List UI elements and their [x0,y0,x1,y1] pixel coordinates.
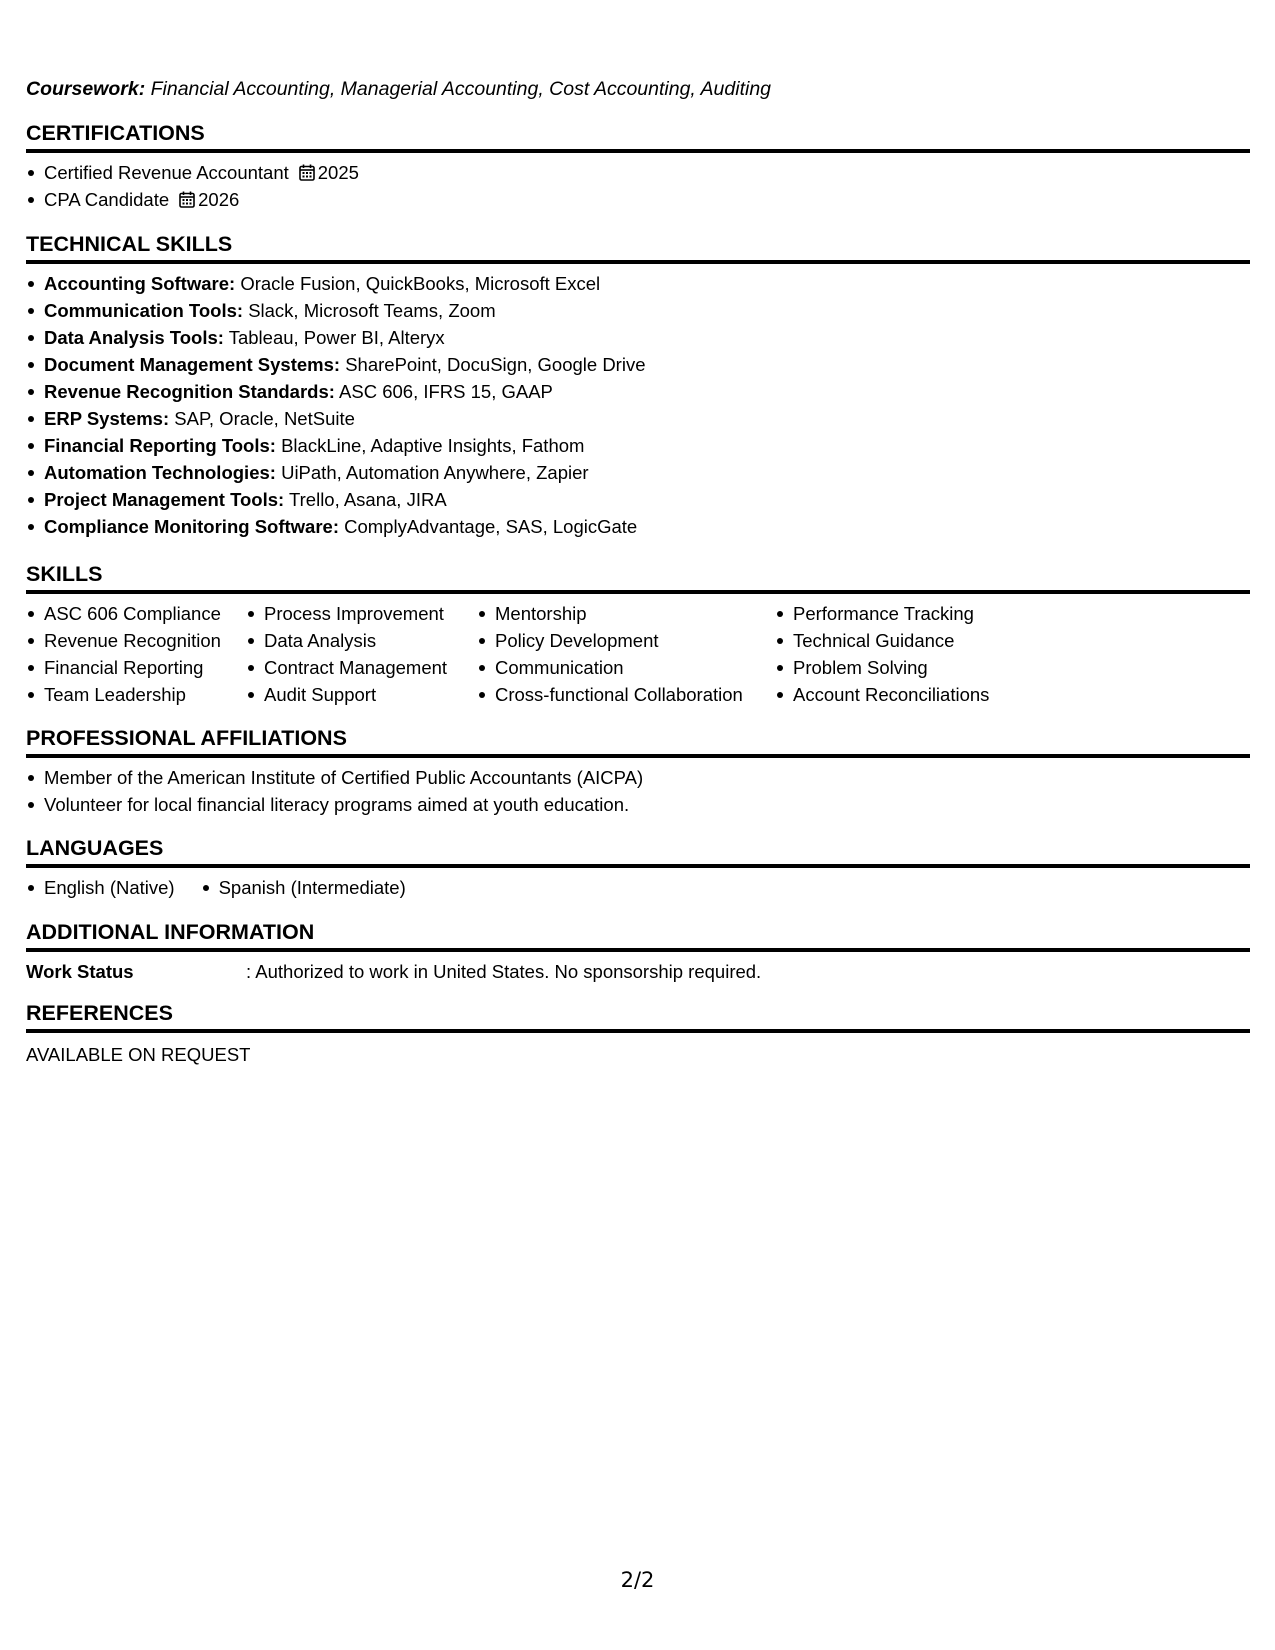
list-item: Contract Management [246,654,477,681]
affiliations-heading: PROFESSIONAL AFFILIATIONS [26,724,1250,758]
list-item [26,159,1250,186]
skills-column [246,600,477,708]
list-item [26,270,1250,297]
work-status-row [26,958,1250,985]
skill-category-value: Slack, Microsoft Teams, Zoom [248,300,496,321]
skill-category-value: ComplyAdvantage, SAS, LogicGate [344,516,638,537]
list-item [26,405,1250,432]
list-item: Problem Solving [775,654,1035,681]
list-item: Account Reconciliations [775,681,1035,708]
certifications-heading: CERTIFICATIONS [26,119,1250,153]
skills-grid [26,600,1250,708]
calendar-icon [299,164,315,181]
coursework-label: Coursework: [26,78,146,100]
list-item: Performance Tracking [775,600,1035,627]
list-item [26,513,1250,540]
list-item [26,432,1250,459]
skill-category-value: Tableau, Power BI, Alteryx [228,327,445,348]
certification-name: CPA Candidate [44,189,170,210]
list-item: Mentorship [477,600,775,627]
list-item: Process Improvement [246,600,477,627]
list-item: Communication [477,654,775,681]
calendar-icon [179,191,195,208]
list-item [26,324,1250,351]
skill-category-value: SharePoint, DocuSign, Google Drive [345,354,646,375]
skill-category-label: Compliance Monitoring Software: [44,516,339,537]
certifications-list [26,159,1250,213]
technical-skills-list [26,270,1250,540]
list-item: Technical Guidance [775,627,1035,654]
languages-section [26,834,1250,901]
certifications-section [26,119,1250,213]
list-item: Audit Support [246,681,477,708]
skill-category-value: Trello, Asana, JIRA [289,489,447,510]
skill-category-label: Communication Tools: [44,300,244,321]
skill-category-value: Oracle Fusion, QuickBooks, Microsoft Excel [240,273,601,294]
skills-column [477,600,775,708]
list-item: Cross-functional Collaboration [477,681,775,708]
skill-category-value: UiPath, Automation Anywhere, Zapier [281,462,589,483]
certification-name: Certified Revenue Accountant [44,162,289,183]
certification-year: 2026 [198,189,240,210]
references-text: AVAILABLE ON REQUEST [26,1044,251,1065]
list-item: Data Analysis [246,627,477,654]
additional-info-section [26,918,1250,985]
work-status-label: Work Status [26,961,134,982]
list-item [26,186,1250,213]
coursework-value: Financial Accounting, Managerial Accounting, Cost Accounting, Auditing [150,78,772,100]
skill-category-label: Document Management Systems: [44,354,341,375]
list-item: English (Native) [26,874,175,901]
technical-skills-heading: TECHNICAL SKILLS [26,230,1250,264]
skill-category-label: Revenue Recognition Standards: [44,381,335,402]
skill-category-label: Accounting Software: [44,273,236,294]
list-item [26,486,1250,513]
references-heading: REFERENCES [26,999,1250,1033]
languages-heading: LANGUAGES [26,834,1250,868]
skills-section [26,560,1250,708]
skill-category-label: Project Management Tools: [44,489,285,510]
certification-year: 2025 [317,162,359,183]
list-item: Volunteer for local financial literacy programs aimed at youth education. [26,791,1250,818]
list-item [26,378,1250,405]
list-item: Policy Development [477,627,775,654]
list-item: Member of the American Institute of Certified Public Accountants (AICPA) [26,764,1250,791]
skill-category-label: ERP Systems: [44,408,170,429]
technical-skills-section [26,230,1250,540]
skills-heading: SKILLS [26,560,1250,594]
skill-category-value: ASC 606, IFRS 15, GAAP [339,381,553,402]
languages-list [26,874,1250,901]
skill-category-label: Automation Technologies: [44,462,276,483]
additional-info-heading: ADDITIONAL INFORMATION [26,918,1250,952]
list-item: ASC 606 Compliance [26,600,246,627]
skills-column [775,600,1035,708]
list-item: Spanish (Intermediate) [201,874,406,901]
list-item: Revenue Recognition [26,627,246,654]
skill-category-label: Financial Reporting Tools: [44,435,276,456]
work-status-value: : Authorized to work in United States. No sponsorship required. [246,961,762,982]
list-item [26,297,1250,324]
references-section [26,999,1250,1068]
list-item [26,459,1250,486]
skill-category-value: SAP, Oracle, NetSuite [174,408,355,429]
list-item: Team Leadership [26,681,246,708]
list-item [26,351,1250,378]
skill-category-value: BlackLine, Adaptive Insights, Fathom [281,435,585,456]
skill-category-label: Data Analysis Tools: [44,327,224,348]
coursework-line [26,78,771,101]
page-number: 2/2 [620,1568,655,1592]
affiliations-section [26,724,1250,818]
affiliations-list [26,764,1250,818]
skills-column [26,600,246,708]
list-item: Financial Reporting [26,654,246,681]
